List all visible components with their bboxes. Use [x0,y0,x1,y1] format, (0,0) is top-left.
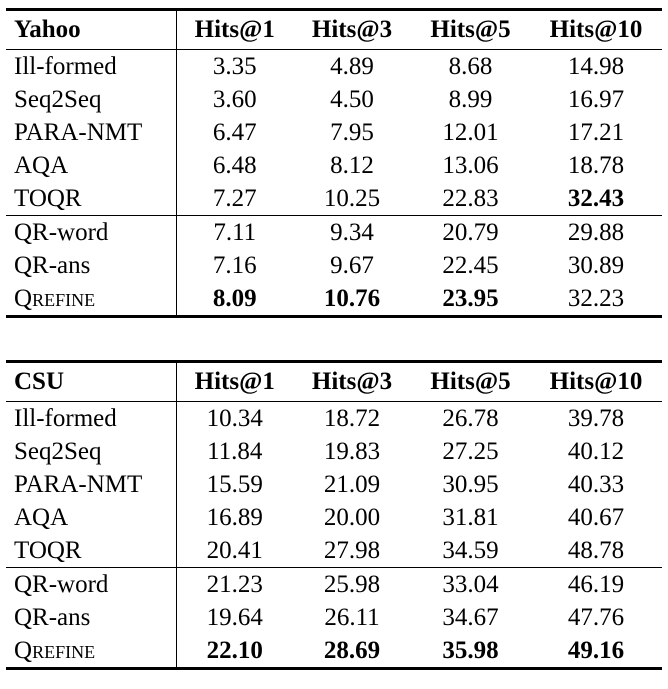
metric-value-cell: 18.72 [323,405,381,432]
metric-value-cell: 20.41 [206,537,263,564]
method-name-cell: Qrefine [6,634,176,669]
metric-value-cell: 22.83 [442,185,499,212]
table-row [6,634,662,669]
method-name-cell: QR-word [6,568,176,602]
metric-value-cell: 22.45 [442,252,499,279]
table-row [6,601,662,634]
method-name-cell: Ill-formed [6,50,176,84]
metric-value-cell: 7.27 [212,185,257,212]
yahoo-results-table [6,8,662,318]
table-row [6,249,662,282]
metric-value-cell: 10.76 [293,282,411,317]
metric-value-cell: 3.35 [212,53,257,80]
table-row [6,282,662,317]
column-header: Hits@5 [411,10,530,50]
column-header: Hits@10 [530,10,662,50]
table-row [6,182,662,216]
metric-value-cell: 8.09 [176,282,293,317]
csu-table-body [6,402,662,669]
metric-value-cell: 21.09 [323,471,381,498]
metric-value-cell: 21.23 [176,568,293,602]
metric-value-cell: 8.12 [330,152,374,179]
metric-value-cell: 11.84 [207,438,263,465]
table-row [6,468,662,501]
table-row [6,83,662,116]
metric-value-cell: 10.25 [323,185,381,212]
metric-value-cell: 19.64 [206,604,263,631]
metric-value-cell: 8.99 [448,86,493,113]
metric-value-cell: 30.95 [442,471,499,498]
metric-value-cell: 14.98 [567,53,625,80]
metric-value-cell: 6.48 [212,152,257,179]
csu-results-table-container [6,360,662,670]
column-header: Hits@1 [176,10,293,50]
metric-value-cell: 31.81 [442,504,499,531]
metric-value-cell: 32.23 [530,282,662,317]
metric-value-cell: 27.98 [323,537,381,564]
table-row [6,435,662,468]
metric-value-cell: 8.68 [448,53,493,80]
metric-value-cell: 39.78 [567,405,625,432]
column-header: Hits@1 [176,362,293,402]
metric-value-cell: 7.11 [176,216,293,250]
metric-value-cell: 40.67 [567,504,625,531]
column-header: Hits@5 [411,362,530,402]
method-name-cell: Ill-formed [6,402,176,436]
metric-value-cell: 20.79 [411,216,530,250]
metric-value-cell: 26.78 [442,405,499,432]
yahoo-results-table-container [6,8,662,318]
method-name-cell: Qrefine [6,282,176,317]
metric-value-cell: 4.89 [330,53,374,80]
table-row [6,216,662,250]
metric-value-cell: 9.34 [293,216,411,250]
method-name-cell: QR-ans [6,249,176,282]
metric-value-cell: 16.97 [567,86,625,113]
method-name-cell: PARA-NMT [6,468,176,501]
metric-value-cell: 13.06 [442,152,499,179]
table-header-row [6,362,662,402]
method-name-cell: AQA [6,149,176,182]
table-row [6,568,662,602]
metric-value-cell: 33.04 [411,568,530,602]
table-row [6,149,662,182]
metric-value-cell: 47.76 [567,604,625,631]
metric-value-cell: 30.89 [567,252,625,279]
table-row [6,501,662,534]
metric-value-cell: 29.88 [530,216,662,250]
method-name-cell: Seq2Seq [6,83,176,116]
metric-value-cell: 19.83 [323,438,381,465]
metric-value-cell: 49.16 [530,634,662,669]
metric-value-cell: 12.01 [442,119,499,146]
metric-value-cell: 40.33 [567,471,625,498]
metric-value-cell: 28.69 [293,634,411,669]
table-header-row [6,10,662,50]
method-name-cell: QR-ans [6,601,176,634]
metric-value-cell: 34.67 [442,604,499,631]
column-header: Hits@3 [293,362,411,402]
method-name-cell: QR-word [6,216,176,250]
metric-value-cell: 46.19 [530,568,662,602]
metric-value-cell: 27.25 [442,438,499,465]
metric-value-cell: 4.50 [330,86,374,113]
table-row [6,534,662,568]
column-header: Hits@3 [293,10,411,50]
metric-value-cell: 6.47 [212,119,257,146]
metric-value-cell: 3.60 [212,86,257,113]
method-name-cell: Seq2Seq [6,435,176,468]
method-name-cell: TOQR [6,182,176,216]
table-row [6,50,662,84]
metric-value-cell: 32.43 [567,185,625,212]
metric-value-cell: 9.67 [330,252,374,279]
dataset-header: CSU [6,362,176,402]
column-header: Hits@10 [530,362,662,402]
metric-value-cell: 7.95 [330,119,374,146]
metric-value-cell: 35.98 [411,634,530,669]
dataset-header: Yahoo [6,10,176,50]
yahoo-table-body [6,50,662,317]
metric-value-cell: 34.59 [442,537,499,564]
metric-value-cell: 10.34 [206,405,263,432]
metric-value-cell: 16.89 [206,504,263,531]
method-name-cell: PARA-NMT [6,116,176,149]
metric-value-cell: 26.11 [324,604,380,631]
metric-value-cell: 18.78 [567,152,625,179]
table-row [6,116,662,149]
metric-value-cell: 40.12 [567,438,625,465]
method-name-cell: AQA [6,501,176,534]
table-row [6,402,662,436]
metric-value-cell: 20.00 [323,504,381,531]
metric-value-cell: 48.78 [567,537,625,564]
metric-value-cell: 22.10 [176,634,293,669]
method-name-cell: TOQR [6,534,176,568]
metric-value-cell: 7.16 [212,252,257,279]
metric-value-cell: 17.21 [567,119,625,146]
metric-value-cell: 15.59 [206,471,263,498]
csu-results-table [6,360,662,670]
metric-value-cell: 25.98 [293,568,411,602]
metric-value-cell: 23.95 [411,282,530,317]
